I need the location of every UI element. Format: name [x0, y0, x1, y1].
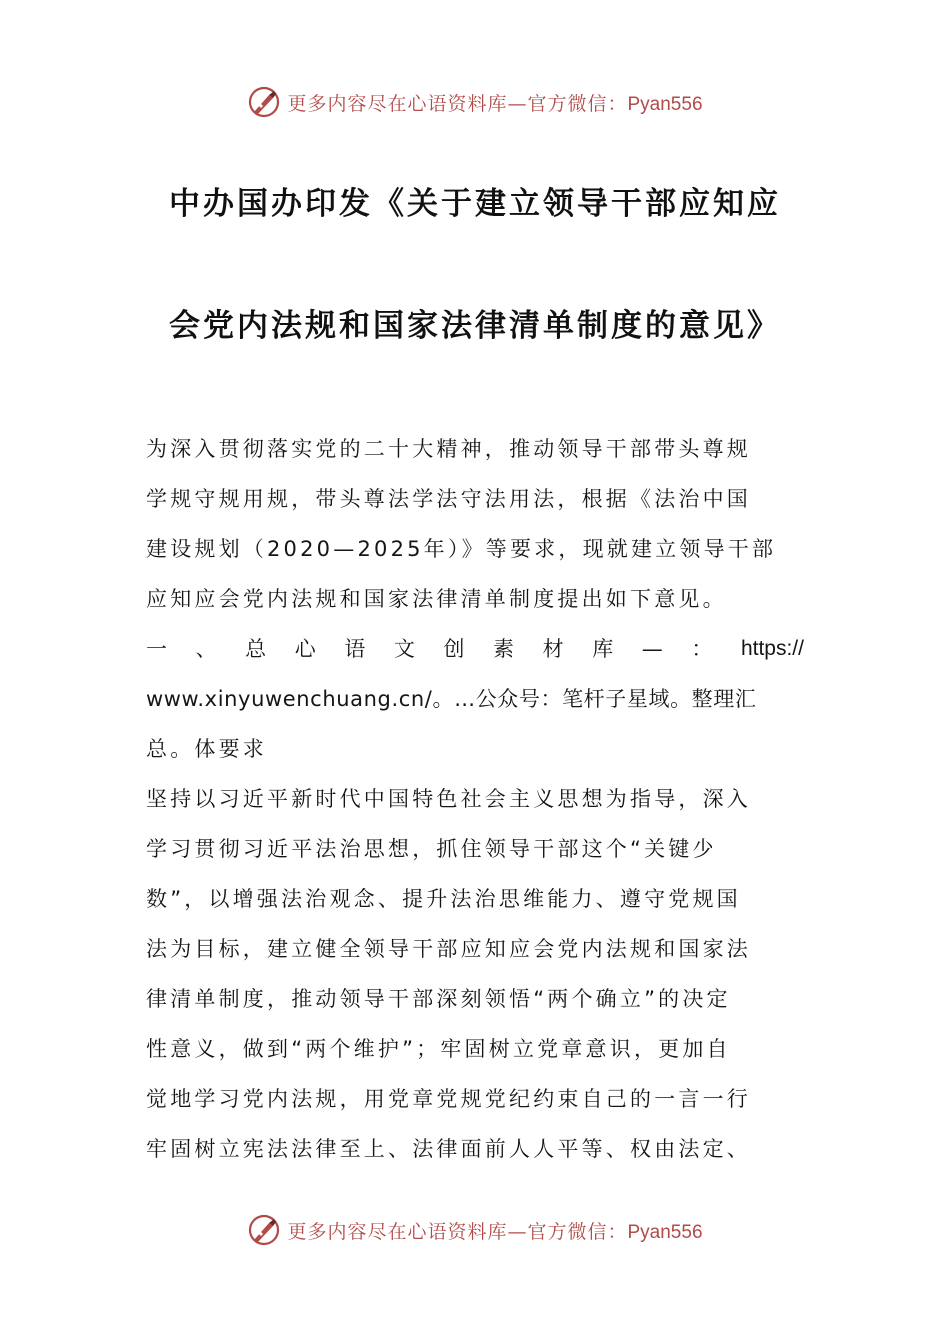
heading-char: 库 — [592, 637, 614, 661]
heading-char: 语 — [344, 637, 366, 661]
body-line-12: 性意义，做到“两个维护”；牢固树立党章意识，更加自 — [146, 1037, 731, 1061]
body-line-1: 为深入贯彻落实党的二十大精神，推动领导干部带头尊规 — [146, 437, 751, 461]
header-banner-label: 更多内容尽在心语资料库—官方微信： — [287, 92, 628, 115]
heading-char: 心 — [294, 637, 316, 661]
footer-wechat-id: Pyan556 — [627, 1221, 703, 1243]
body-line-13: 觉地学习党内法规，用党章党规党纪约束自己的一言一行 — [146, 1087, 751, 1111]
body-line-11: 律清单制度，推动领导干部深刻领悟“两个确立”的决定 — [146, 987, 731, 1011]
heading-char: 一 — [146, 637, 167, 661]
body-line-9: 数”，以增强法治观念、提升法治思维能力、遵守党规国 — [146, 887, 741, 911]
footer-banner-label: 更多内容尽在心语资料库—官方微信： — [287, 1220, 628, 1243]
body-line-4: 应知应会党内法规和国家法律清单制度提出如下意见。 — [146, 587, 727, 611]
pen-nib-logo-icon — [247, 85, 281, 119]
body-line-14: 牢固树立宪法法律至上、法律面前人人平等、权由法定、 — [146, 1137, 751, 1161]
header-banner — [0, 82, 950, 122]
heading-char: — — [641, 637, 663, 661]
footer-banner-text — [287, 1217, 702, 1244]
body-line-7: 坚持以习近平新时代中国特色社会主义思想为指导，深入 — [146, 787, 751, 811]
document-title-line-2: 会党内法规和国家法律清单制度的意见》 — [169, 308, 781, 344]
header-banner-text — [287, 89, 702, 116]
heading-char: 创 — [443, 637, 465, 661]
document-title-line-1: 中办国办印发《关于建立领导干部应知应 — [169, 186, 781, 222]
body-line-8: 学习贯彻习近平法治思想，抓住领导干部这个“关键少 — [146, 837, 717, 861]
heading-char: ： — [691, 637, 713, 661]
body-line-3: 建设规划（2020—2025年）》等要求，现就建立领导干部 — [146, 537, 777, 561]
heading-char: 素 — [493, 637, 515, 661]
heading-char: 材 — [542, 637, 564, 661]
body-line-6: 总。体要求 — [146, 737, 267, 761]
url-link[interactable]: https:// — [740, 637, 804, 660]
heading-char: 文 — [393, 637, 415, 661]
header-wechat-id: Pyan556 — [627, 93, 703, 115]
body-line-10: 法为目标，建立健全领导干部应知应会党内法规和国家法 — [146, 937, 751, 961]
footer-banner — [0, 1210, 950, 1250]
heading-char: 、 — [195, 637, 217, 661]
heading-char: 总 — [245, 637, 267, 661]
pen-nib-logo-icon — [247, 1213, 281, 1247]
body-line-2: 学规守规用规，带头尊法学法守法用法，根据《法治中国 — [146, 487, 751, 511]
section-heading-line — [146, 633, 804, 665]
body-line-url: www.xinyuwenchuang.cn/。…公众号：笔杆子星域。整理汇 — [146, 687, 757, 711]
